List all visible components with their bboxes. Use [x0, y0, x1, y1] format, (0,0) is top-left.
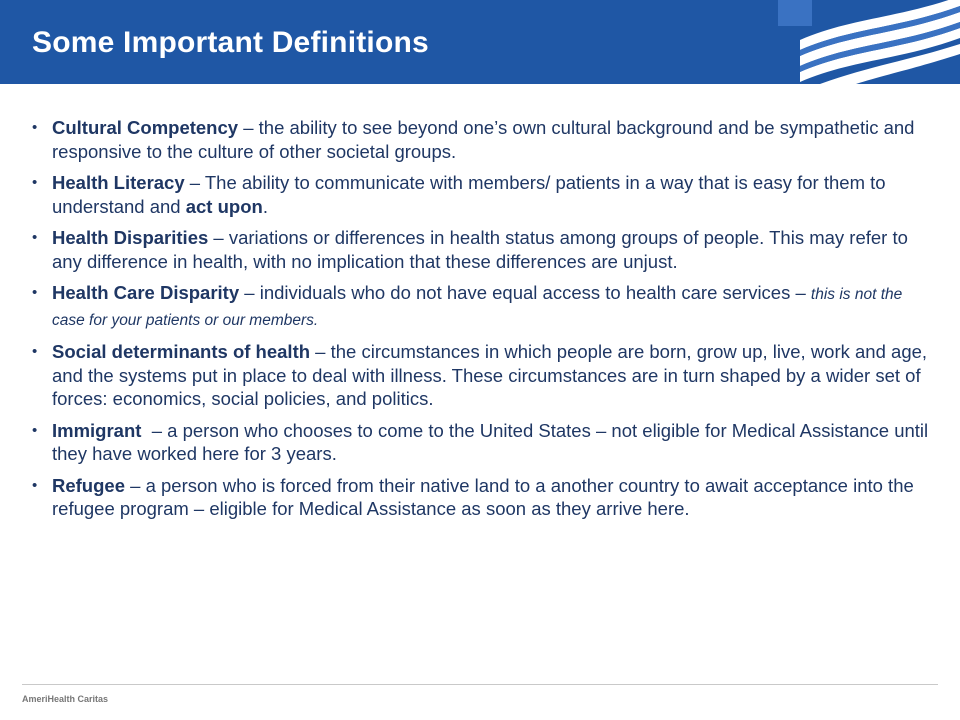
definition-text: a person who is forced from their native land to a another country to await acceptance into the refugee program – eligible for Medical Assistance as soon as they arrive here. [52, 474, 914, 519]
term: Refugee [52, 474, 125, 496]
bullet-icon: • [32, 119, 38, 136]
definition-emphasis: act upon [185, 195, 263, 217]
term: Social determinants of health [52, 341, 311, 362]
definitions-content [30, 116, 930, 529]
definition-text: The ability to communicate with members/ patients in a way that is easy for them to understand and [52, 172, 886, 217]
bullet-icon: • [32, 343, 38, 360]
list-item [30, 281, 930, 332]
definition-text: variations or differences in health status among groups of people. This may refer to any difference in health, with no implication that these differences are unjust. [52, 227, 908, 272]
term-separator: – [125, 474, 146, 496]
footer-brand-logo: AmeriHealth Caritas [22, 694, 109, 704]
definition-text: individuals who do not have equal access to health care services – [259, 282, 811, 303]
definitions-list [30, 116, 930, 521]
definition-text: the circumstances in which people are born, grow up, live, work and age, and the systems put in place to deal with illness. These circumstances are in turn shaped by a wider set of forces: economics, social policies, and politics. [52, 341, 928, 409]
term-separator: – [238, 117, 259, 138]
term-separator: – [208, 227, 229, 248]
term: Health Disparities [52, 227, 209, 248]
term-separator: – [239, 282, 260, 303]
definition-tail: . [262, 195, 268, 217]
list-item [30, 419, 930, 466]
list-item [30, 226, 930, 273]
definition-note: this is not the case for your patients or our members. [52, 286, 903, 329]
term-separator: – [310, 341, 331, 362]
term-separator: – [141, 419, 168, 441]
bullet-icon: • [32, 284, 38, 301]
definition-text: the ability to see beyond one’s own cultural background and be sympathetic and responsive to the culture of other societal groups. [52, 117, 915, 162]
list-item [30, 474, 930, 521]
page-title: Some Important Definitions [32, 26, 429, 59]
list-item [30, 171, 930, 218]
term: Immigrant [52, 419, 142, 441]
term-separator: – [184, 172, 205, 193]
brand-flag-icon [760, 0, 960, 84]
footer-divider [22, 684, 938, 685]
term: Health Literacy [52, 172, 185, 193]
definition-text: a person who chooses to come to the United States – not eligible for Medical Assistance until they have worked here for 3 years. [52, 419, 929, 464]
title-bar [0, 0, 960, 84]
term: Health Care Disparity [52, 282, 240, 303]
bullet-icon: • [32, 174, 38, 191]
bullet-icon: • [32, 476, 38, 494]
bullet-icon: • [32, 421, 38, 439]
term: Cultural Competency [52, 117, 239, 138]
list-item [30, 340, 930, 411]
list-item [30, 116, 930, 163]
bullet-icon: • [32, 229, 38, 246]
